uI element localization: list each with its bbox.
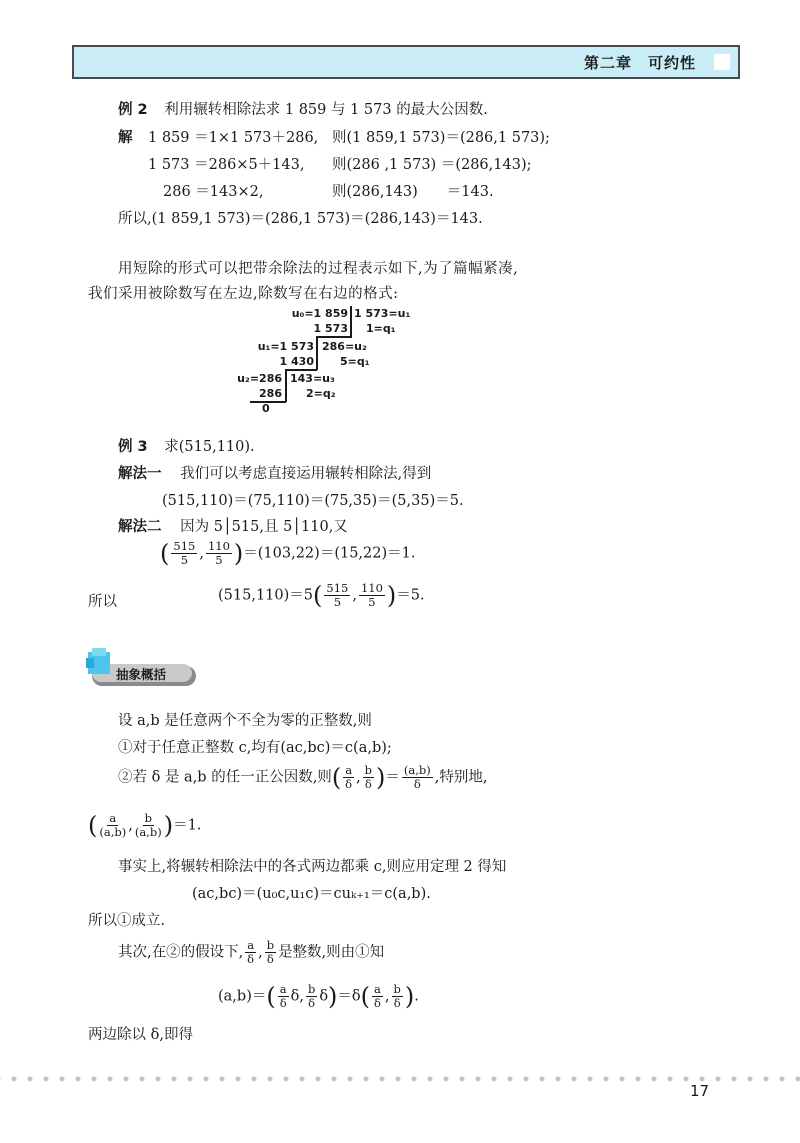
method-1-label: 解法一 [118, 466, 162, 482]
div-row3-left: u₁=1 573 [257, 340, 314, 353]
chapter-header-bar [72, 45, 740, 79]
div-hline-1 [316, 336, 351, 338]
div-row7-left: 0 [262, 402, 270, 415]
proof-next: 其次,在②的假设下, $\frac{a}{\delta}$ , $\frac{b}{\delta}$ 是整数,则由①知 [118, 938, 385, 966]
proof-fact-equation: (ac,bc)＝(u₀c,u₁c)＝cuₖ₊₁＝c(a,b). [192, 886, 431, 902]
step3-equation: 286 ＝143×2, [163, 184, 264, 200]
div-vline-3 [285, 369, 287, 402]
div-row4-left: 1 430 [279, 355, 314, 368]
header-corner-box [714, 54, 730, 70]
footer-dotted-rule [0, 1076, 800, 1082]
fraction-515-over-5: $\frac{515}{5}$ [173, 539, 196, 567]
step2-equation: 1 573 ＝286×5＋143, [148, 157, 305, 173]
example-2-conclusion: 所以,(1 859,1 573)＝(286,1 573)＝(286,143)＝143. [118, 211, 483, 227]
div-row5-left: u₂=286 [237, 372, 282, 385]
short-division-intro-line2: 我们采用被除数写在左边,除数写在右边的格式: [88, 286, 399, 302]
div-row6-left: 286 [259, 387, 282, 400]
so-equation: (515,110)＝5( $\frac{515}{5}$ , $\frac{110}{5}$ )＝5. [218, 581, 425, 610]
section-badge [86, 648, 198, 688]
property-2: ②若 δ 是 a,b 的任一正公因数,则( $\frac{a}{\delta}$ , $\frac{b}{\delta}$ )＝ $\frac{(a,b)}{\delta}$ ,特别地, [118, 763, 488, 792]
div-hline-3 [250, 401, 286, 403]
div-row6-right: 2=q₂ [306, 387, 336, 400]
method-2-equation: ( $\frac{515}{5}$ , $\frac{110}{5}$ )＝(103,22)＝(15,22)＝1. [160, 539, 416, 568]
section-title: 抽象概括 [116, 667, 167, 682]
div-hline-2 [285, 369, 317, 371]
example-3-title: 例 3 [118, 439, 148, 455]
proof-last-line: 两边除以 δ,即得 [88, 1027, 193, 1043]
example-3-line [118, 437, 255, 457]
step3-gcd: 则(286,143) ＝143. [332, 184, 494, 200]
example-3-statement: 求(515,110). [164, 439, 255, 455]
proof-so-1: 所以①成立. [88, 913, 166, 929]
proof-fact: 事实上,将辗转相除法中的各式两边都乘 c,则应用定理 2 得知 [118, 859, 507, 875]
method-1-text: 我们可以考虑直接运用辗转相除法,得到 [180, 466, 432, 482]
div-row4-right: 5=q₁ [340, 355, 370, 368]
div-row2-left: 1 573 [313, 322, 348, 335]
div-row2-right: 1=q₁ [366, 322, 396, 335]
puzzle-icon [86, 648, 110, 674]
step1-gcd: 则(1 859,1 573)＝(286,1 573); [332, 130, 550, 146]
div-row5-right: 143=u₃ [290, 372, 335, 385]
short-division-intro-line1: 用短除的形式可以把带余除法的过程表示如下,为了篇幅紧凑, [118, 261, 519, 277]
method-2-label: 解法二 [118, 519, 162, 535]
method-1-equation: (515,110)＝(75,110)＝(75,35)＝(5,35)＝5. [162, 493, 464, 509]
proof-equation-2: (a,b)＝( $\frac{a}{\delta}$ δ, $\frac{b}{\delta}$ δ)＝δ( $\frac{a}{\delta}$ , $\frac{b}{\delta}$ ). [218, 982, 419, 1011]
example-2-title: 例 2 [118, 102, 148, 118]
method-2-equation-tail: ＝(103,22)＝(15,22)＝1. [243, 545, 416, 562]
div-vline-2 [316, 336, 318, 370]
method-2-line [118, 517, 348, 537]
page-number: 17 [690, 1082, 710, 1100]
so-label: 所以 [88, 594, 117, 610]
abstract-intro: 设 a,b 是任意两个不全为零的正整数,则 [118, 713, 372, 729]
step2-gcd: 则(286 ,1 573) ＝(286,143); [332, 157, 532, 173]
fraction-110-over-5: $\frac{110}{5}$ [207, 539, 230, 567]
div-vline-1 [350, 306, 352, 338]
example-2-line [118, 100, 488, 120]
div-row1-left: u₀=1 859 [291, 307, 348, 320]
method-1-line [118, 464, 431, 484]
property-2-special: ( $\frac{a}{(a,b)}$ , $\frac{b}{(a,b)}$ )＝1. [88, 811, 202, 840]
chapter-title: 第二章 可约性 [583, 54, 696, 72]
solution-label: 解 [118, 130, 133, 146]
step1-equation: 1 859 ＝1×1 573＋286, [148, 130, 319, 146]
example-2-statement: 利用辗转相除法求 1 859 与 1 573 的最大公因数. [164, 102, 488, 118]
div-row3-right: 286=u₂ [322, 340, 367, 353]
property-1: ①对于任意正整数 c,均有(ac,bc)＝c(a,b); [118, 740, 392, 756]
method-2-text: 因为 5│515,且 5│110,又 [180, 519, 348, 535]
div-row1-right: 1 573=u₁ [354, 307, 411, 320]
